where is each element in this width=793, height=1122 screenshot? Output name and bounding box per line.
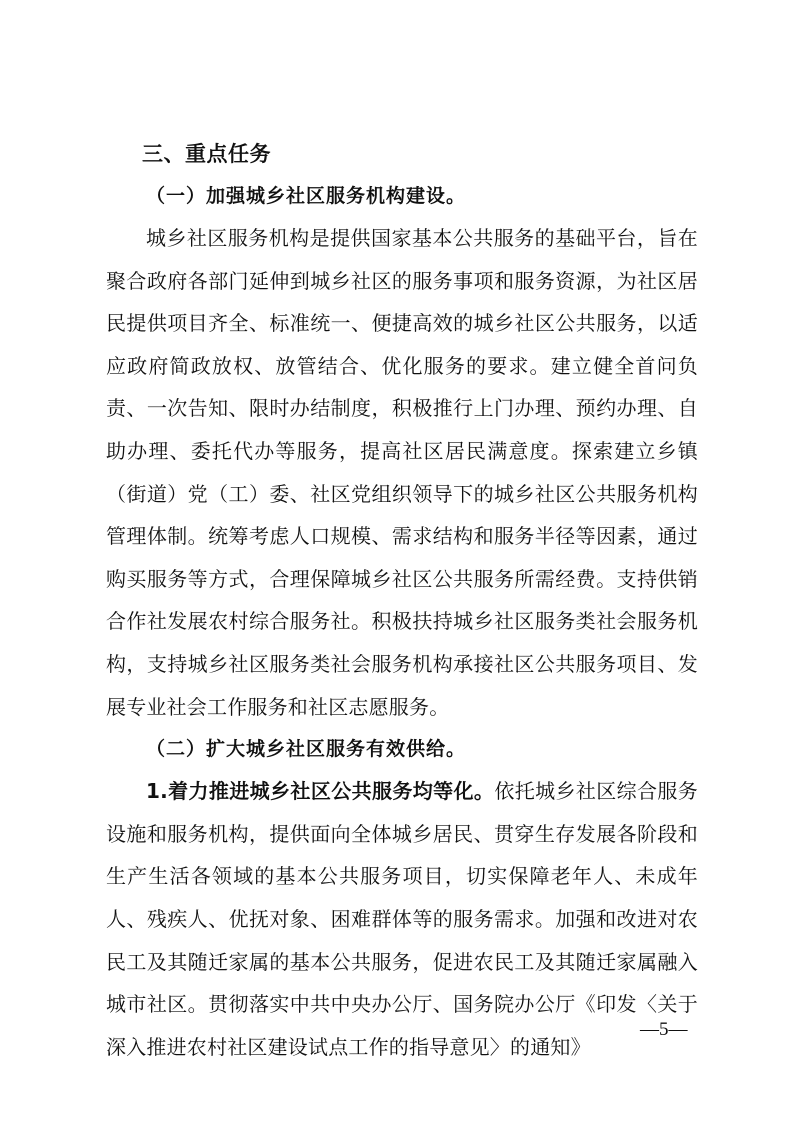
document-body — [106, 133, 698, 1068]
paragraph-2 — [106, 770, 698, 1068]
paragraph-2-lead: 1.着力推进城乡社区公共服务均等化。 — [146, 779, 495, 804]
page-number: —5— — [640, 1019, 688, 1040]
subsection-title-2: （二）扩大城乡社区服务有效供给。 — [146, 738, 467, 761]
paragraph-2-body: 依托城乡社区综合服务设施和服务机构，提供面向全体城乡居民、贯穿生存发展各阶段和生产生活各领域的基本公共服务项目，切实保障老年人、未成年人、残疾人、优抚对象、困难群体等的服务需求。加强和改进对农民工及其随迁家属的基本公共服务，促进农民工及其随迁家属融入城市社区。贯彻落实中共中央办公厅、国务院办公厅《印发〈关于深入推进农村社区建设试点工作的指导意见〉的通知》 — [106, 779, 698, 1059]
section-title: 三、重点任务 — [142, 142, 271, 166]
paragraph-1: 城乡社区服务机构是提供国家基本公共服务的基础平台，旨在聚合政府各部门延伸到城乡社区的服务事项和服务资源，为社区居民提供项目齐全、标准统一、便捷高效的城乡社区公共服务，以适应政府简政放权、放管结合、优化服务的要求。建立健全首问负责、一次告知、限时办结制度，积极推行上门办理、预约办理、自助办理、委托代办等服务，提高社区居民满意度。探索建立乡镇（街道）党（工）委、社区党组织领导下的城乡社区公共服务机构管理体制。统筹考虑人口规模、需求结构和服务半径等因素，通过购买服务等方式，合理保障城乡社区公共服务所需经费。支持供销合作社发展农村综合服务社。积极扶持城乡社区服务类社会服务机构，支持城乡社区服务类社会服务机构承接社区公共服务项目、发展专业社会工作服务和社区志愿服务。 — [106, 226, 698, 719]
subsection-title-1: （一）加强城乡社区服务机构建设。 — [146, 185, 467, 207]
